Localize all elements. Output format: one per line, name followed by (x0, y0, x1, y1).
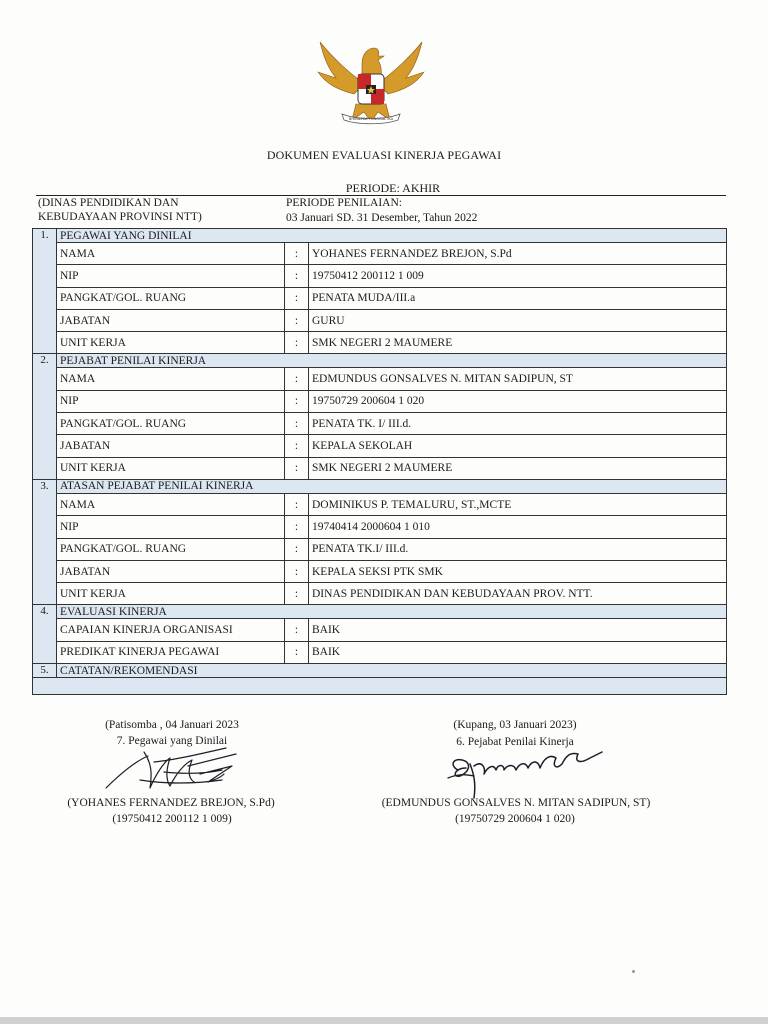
assessment-period-value: 03 Januari SD. 31 Desember, Tahun 2022 (286, 212, 478, 224)
field-value: BAIK (309, 619, 727, 641)
field-separator: : (285, 368, 309, 390)
scan-speck (632, 970, 635, 973)
table-row (33, 309, 727, 331)
field-value: KEPALA SEKSI PTK SMK (309, 560, 727, 582)
field-label: PREDIKAT KINERJA PEGAWAI (57, 641, 285, 663)
employee-role: 7. Pegawai yang Dinilai (116, 735, 228, 747)
field-label: UNIT KERJA (57, 332, 285, 354)
field-separator: : (285, 332, 309, 354)
table-row (33, 457, 727, 479)
header-divider (36, 195, 726, 196)
field-value: KEPALA SEKOLAH (309, 435, 727, 457)
table-row (33, 287, 727, 309)
section-header-4 (33, 605, 727, 619)
table-row (33, 435, 727, 457)
table-row (33, 560, 727, 582)
field-value: 19740414 2000604 1 010 (309, 516, 727, 538)
section-number: 2. (33, 354, 57, 479)
field-value: 19750412 200112 1 009 (309, 265, 727, 287)
table-row (33, 265, 727, 287)
field-label: CAPAIAN KINERJA ORGANISASI (57, 619, 285, 641)
field-label: UNIT KERJA (57, 583, 285, 605)
evaluation-table (32, 228, 727, 695)
field-value: DOMINIKUS P. TEMALURU, ST.,MCTE (309, 493, 727, 515)
table-row (33, 332, 727, 354)
field-value: PENATA TK.I/ III.d. (309, 538, 727, 560)
section-title: PEGAWAI YANG DINILAI (57, 229, 727, 243)
field-label: NAMA (57, 368, 285, 390)
notes-box (33, 678, 727, 695)
field-label: JABATAN (57, 435, 285, 457)
table-row (33, 641, 727, 663)
section-number: 3. (33, 479, 57, 604)
field-separator: : (285, 538, 309, 560)
field-separator: : (285, 435, 309, 457)
field-value: YOHANES FERNANDEZ BREJON, S.Pd (309, 243, 727, 265)
section-title: CATATAN/REKOMENDASI (57, 664, 727, 678)
field-separator: : (285, 583, 309, 605)
section-header-5 (33, 664, 727, 678)
document-title: DOKUMEN EVALUASI KINERJA PEGAWAI (266, 148, 502, 162)
table-row (33, 516, 727, 538)
field-value: DINAS PENDIDIKAN DAN KEBUDAYAAN PROV. NTT. (309, 583, 727, 605)
field-label: UNIT KERJA (57, 457, 285, 479)
organization-line-1: (DINAS PENDIDIKAN DAN (38, 197, 179, 209)
section-number: 5. (33, 664, 57, 678)
section-header-3 (33, 479, 727, 493)
section-title: PEJABAT PENILAI KINERJA (57, 354, 727, 368)
field-separator: : (285, 493, 309, 515)
field-value: BAIK (309, 641, 727, 663)
table-row (33, 243, 727, 265)
section-header-1 (33, 229, 727, 243)
notes-area (33, 678, 727, 695)
employee-name: (YOHANES FERNANDEZ BREJON, S.Pd) (67, 797, 275, 809)
field-value: PENATA TK. I/ III.d. (309, 413, 727, 435)
assessor-name: (EDMUNDUS GONSALVES N. MITAN SADIPUN, ST) (381, 797, 651, 809)
assessor-place-date: (Kupang, 03 Januari 2023) (453, 719, 577, 731)
section-header-2 (33, 354, 727, 368)
table-row (33, 413, 727, 435)
field-separator: : (285, 265, 309, 287)
field-value: PENATA MUDA/III.a (309, 287, 727, 309)
field-separator: : (285, 287, 309, 309)
field-separator: : (285, 516, 309, 538)
period-label: PERIODE: AKHIR (345, 181, 441, 195)
table-row (33, 493, 727, 515)
table-row (33, 619, 727, 641)
field-value: 19750729 200604 1 020 (309, 390, 727, 412)
table-row (33, 390, 727, 412)
table-row (33, 368, 727, 390)
field-label: PANGKAT/GOL. RUANG (57, 287, 285, 309)
field-separator: : (285, 243, 309, 265)
page-bottom-edge (0, 1017, 768, 1024)
field-separator: : (285, 413, 309, 435)
field-value: GURU (309, 309, 727, 331)
assessment-period-label: PERIODE PENILAIAN: (286, 197, 402, 209)
employee-signature (104, 744, 254, 794)
field-separator: : (285, 560, 309, 582)
field-label: PANGKAT/GOL. RUANG (57, 413, 285, 435)
field-separator: : (285, 309, 309, 331)
employee-place-date: (Patisomba , 04 Januari 2023 (105, 719, 239, 731)
field-separator: : (285, 457, 309, 479)
organization-line-2: KEBUDAYAAN PROVINSI NTT) (38, 211, 202, 223)
field-separator: : (285, 390, 309, 412)
field-label: NIP (57, 265, 285, 287)
table-row (33, 583, 727, 605)
field-value: SMK NEGERI 2 MAUMERE (309, 332, 727, 354)
field-separator: : (285, 619, 309, 641)
field-label: JABATAN (57, 309, 285, 331)
emblem-motto: BHINNEKA TUNGGAL IKA (348, 117, 394, 121)
section-number: 4. (33, 605, 57, 664)
section-number: 1. (33, 229, 57, 354)
field-value: EDMUNDUS GONSALVES N. MITAN SADIPUN, ST (309, 368, 727, 390)
field-label: NIP (57, 390, 285, 412)
field-value: SMK NEGERI 2 MAUMERE (309, 457, 727, 479)
garuda-emblem (312, 34, 430, 126)
field-label: JABATAN (57, 560, 285, 582)
assessor-signature (444, 738, 604, 802)
field-label: PANGKAT/GOL. RUANG (57, 538, 285, 560)
field-label: NIP (57, 516, 285, 538)
field-label: NAMA (57, 493, 285, 515)
table-row (33, 538, 727, 560)
field-separator: : (285, 641, 309, 663)
field-label: NAMA (57, 243, 285, 265)
assessor-nip: (19750729 200604 1 020) (455, 813, 575, 825)
section-title: ATASAN PEJABAT PENILAI KINERJA (57, 479, 727, 493)
employee-nip: (19750412 200112 1 009) (112, 813, 232, 825)
section-title: EVALUASI KINERJA (57, 605, 727, 619)
assessor-role: 6. Pejabat Penilai Kinerja (456, 736, 574, 748)
